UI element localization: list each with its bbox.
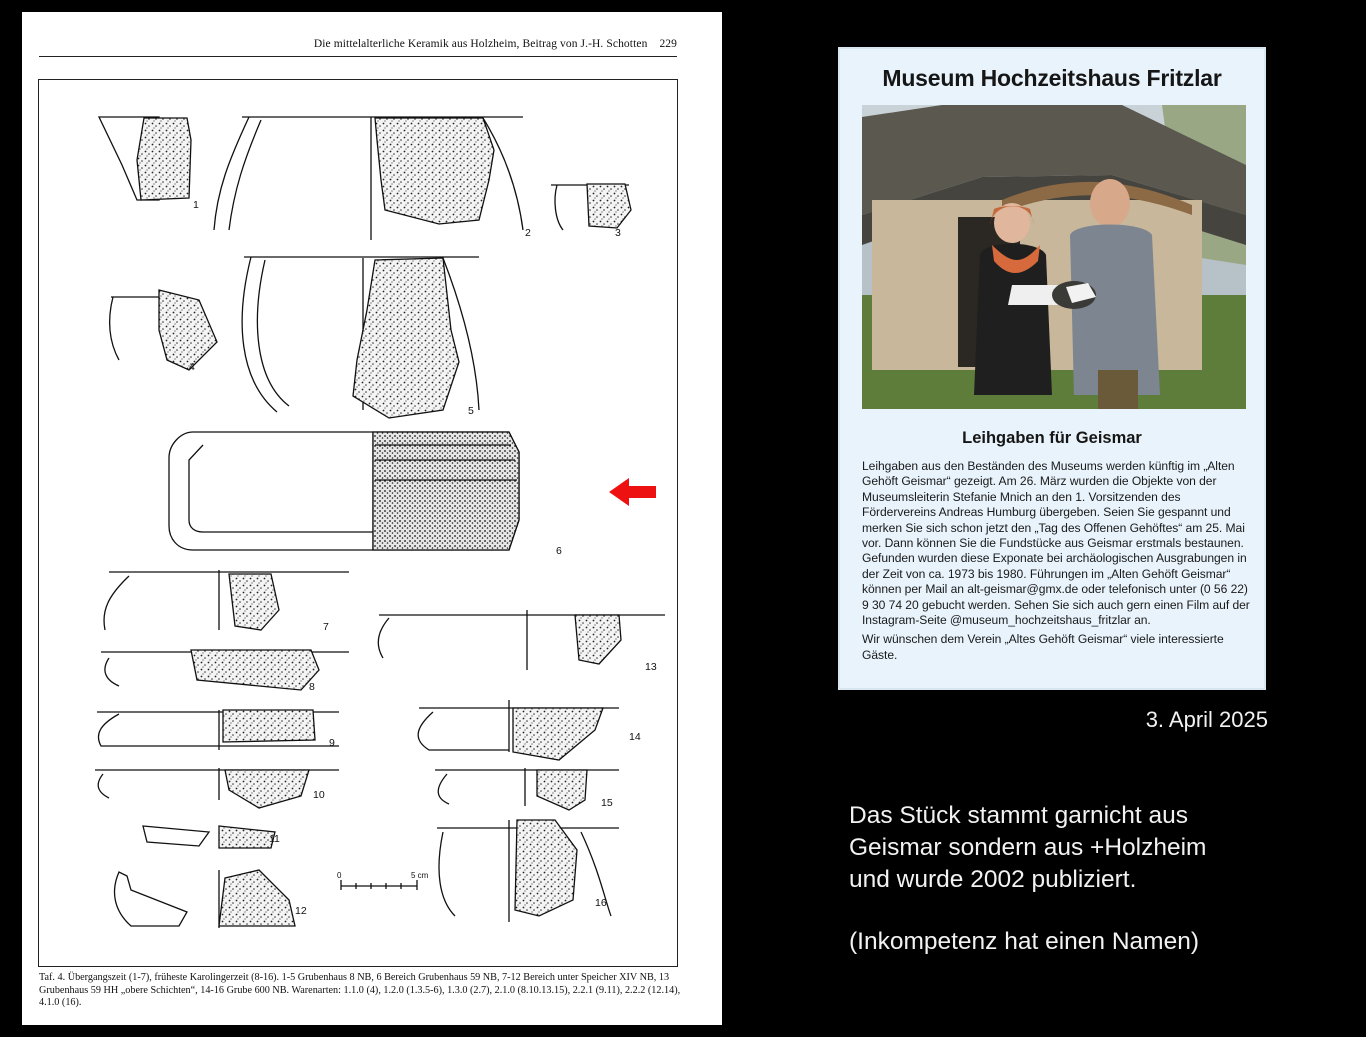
- header-rule: [39, 56, 677, 57]
- sherd-3-fragment: [587, 184, 631, 228]
- pottery-plate: [38, 79, 678, 967]
- running-head: [22, 38, 677, 50]
- news-paragraph-1: Leihgaben aus den Beständen des Museums werden künftig im „Alten Gehöft Geismar“ gezeigt. Am 26. März wurden die Objekte von der Museumsleiterin Stefanie Mnich an den 1. Vorsitzenden des Fördervereins Andreas Humburg übergeben. Seien Sie gespannt und merken Sie sich schon jetzt den „Tag des Offenen Gehöftes“ am 25. Mai vor. Dann können Sie die Fundstücke aus Geismar erstmals bestaunen. Gefunden wurden diese Exponate bei archäologischen Ausgrabungen in der Zeit von ca. 1973 bis 1980. Führungen im „Alten Gehöft Geismar“ können per Mail an alt-geismar@gmx.de oder telefonisch unter (0 56 22) 9 30 74 20 gebucht werden. Sehen Sie sich auch gern einen Film auf der Instagram-Seite @museum_hochzeitshaus_fritzlar an.: [862, 459, 1250, 628]
- fig-label-13: 13: [645, 661, 657, 673]
- fig-label-1: 1: [193, 199, 199, 211]
- sherd-16-fragment: [515, 820, 577, 916]
- news-body: [862, 459, 1250, 663]
- fig-label-3: 3: [615, 227, 621, 239]
- page-number: 229: [659, 38, 677, 50]
- news-photo: [862, 105, 1246, 409]
- sherd-13-fragment: [575, 615, 621, 664]
- scale-zero: 0: [337, 871, 342, 880]
- date-label: 3. April 2025: [1145, 707, 1268, 732]
- sherd-4-fragment: [159, 290, 217, 370]
- comment-line-3: und wurde 2002 publiziert.: [849, 866, 1137, 893]
- comment-block: [849, 800, 1319, 958]
- newspaper-clipping: [838, 47, 1266, 690]
- sherd-12-fragment: [219, 870, 295, 926]
- fig-label-9: 9: [329, 737, 335, 749]
- sherd-14-fragment: [513, 708, 603, 760]
- running-head-text: Die mittelalterliche Keramik aus Holzheim, Beitrag von J.-H. Schotten: [313, 38, 648, 50]
- sherd-9-fragment: [223, 710, 315, 742]
- sherd-6-fragment: [373, 432, 519, 550]
- red-arrow-icon: [609, 478, 656, 506]
- fig-label-11: 11: [269, 833, 280, 845]
- scale-label: 5 cm: [411, 871, 429, 880]
- fig-label-8: 8: [309, 681, 315, 693]
- sherd-10-fragment: [225, 770, 309, 808]
- fig-label-2: 2: [525, 227, 531, 239]
- comment-line-2: Geismar sondern aus +Holzheim: [849, 834, 1207, 861]
- photo-illustration: [862, 105, 1246, 409]
- sherd-11-fragment: [219, 826, 275, 848]
- sherd-1-fragment: [137, 118, 191, 200]
- comment-note: (Inkompetenz hat einen Namen): [849, 928, 1199, 955]
- book-page: [22, 12, 722, 1025]
- fig-label-14: 14: [629, 731, 641, 743]
- fig-label-6: 6: [556, 545, 562, 557]
- sherd-7-fragment: [229, 574, 279, 630]
- fig-label-10: 10: [313, 789, 325, 801]
- sherd-8-fragment: [191, 650, 319, 690]
- vessel-5-fragment: [353, 258, 459, 418]
- comment-line-1: Das Stück stammt garnicht aus: [849, 802, 1189, 829]
- news-title: Museum Hochzeitshaus Fritzlar: [882, 65, 1222, 91]
- fig-label-15: 15: [601, 797, 613, 809]
- fig-label-5: 5: [468, 405, 474, 417]
- fig-label-12: 12: [295, 905, 307, 917]
- news-paragraph-2: Wir wünschen dem Verein „Altes Gehöft Geismar“ viele interessierte Gäste.: [862, 632, 1224, 662]
- fig-label-16: 16: [595, 897, 607, 909]
- plate-caption: Taf. 4. Übergangszeit (1-7), früheste Karolingerzeit (8-16). 1-5 Grubenhaus 8 NB, 6 Bereich Grubenhaus 59 NB, 7-12 Bereich unter Speicher XIV NB, 13 Grubenhaus 59 HH „obere Schichten“, 14-16 Grube 600 NB. Warenarten: 1.1.0 (4), 1.2.0 (1.3.5-6), 1.3.0 (2.7), 2.1.0 (8.10.13.15), 2.2.1 (9.11), 2.2.2 (12.14), 4.1.0 (16).: [39, 972, 681, 1008]
- fig-label-7: 7: [323, 621, 329, 633]
- news-headline: Leihgaben für Geismar: [962, 429, 1142, 447]
- sherd-15-fragment: [537, 770, 587, 810]
- pottery-drawings: [39, 80, 677, 966]
- fig-label-4: 4: [189, 361, 195, 373]
- vessel-2-fragment: [375, 118, 494, 224]
